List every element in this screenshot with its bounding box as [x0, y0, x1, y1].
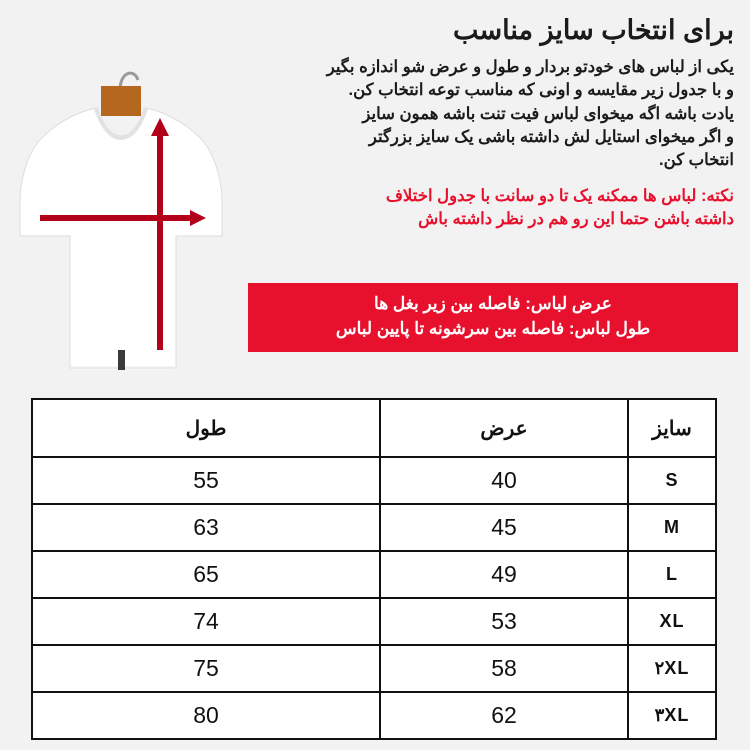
intro-line-2: و با جدول زیر مقایسه و اونی که مناسب توعه انتخاب کن. — [348, 81, 734, 100]
intro-paragraph — [233, 56, 734, 173]
page-title: برای انتخاب سایز مناسب — [452, 15, 734, 45]
table-row — [32, 598, 716, 645]
cell-width: 53 — [380, 598, 628, 645]
cell-length: 65 — [32, 551, 380, 598]
table-row — [32, 645, 716, 692]
cell-length: 74 — [32, 598, 380, 645]
cell-size: L — [628, 551, 716, 598]
cell-width: 40 — [380, 457, 628, 504]
table-row — [32, 692, 716, 739]
intro-line-1: یکی از لباس های خودتو بردار و طول و عرض شو اندازه بگیر — [326, 57, 734, 76]
column-header-size: سایز — [628, 399, 716, 457]
cell-size: ۲XL — [628, 645, 716, 692]
cell-length: 63 — [32, 504, 380, 551]
banner-line-width: عرض لباس: فاصله بین زیر بغل ها — [374, 294, 612, 313]
column-header-length: طول — [32, 399, 380, 457]
tshirt-illustration — [8, 50, 233, 370]
warning-note-line-1: نکته: لباس ها ممکنه یک تا دو سانت با جدول اختلاف — [385, 186, 734, 205]
warning-note — [233, 185, 734, 232]
table-row — [32, 504, 716, 551]
cell-size: ۳XL — [628, 692, 716, 739]
intro-line-4: و اگر میخوای استایل لش داشته باشی یک سایز بزرگتر — [368, 128, 734, 147]
cell-length: 75 — [32, 645, 380, 692]
intro-line-3: یادت باشه اگه میخوای لباس فیت تنت باشه همون سایز — [362, 104, 734, 123]
cell-size: S — [628, 457, 716, 504]
intro-line-5: انتخاب کن. — [659, 151, 734, 170]
cell-length: 80 — [32, 692, 380, 739]
cell-width: 58 — [380, 645, 628, 692]
size-table — [31, 398, 717, 740]
cell-length: 55 — [32, 457, 380, 504]
cell-width: 49 — [380, 551, 628, 598]
tshirt-icon — [8, 50, 233, 370]
cell-size: XL — [628, 598, 716, 645]
banner-line-length: طول لباس: فاصله بین سرشونه تا پایین لباس — [335, 318, 651, 338]
cell-width: 45 — [380, 504, 628, 551]
cell-size: M — [628, 504, 716, 551]
warning-note-line-2: داشته باشن حتما این رو هم در نظر داشته باش — [418, 210, 734, 229]
column-header-width: عرض — [380, 399, 628, 457]
intro-text-block — [233, 8, 738, 232]
table-row — [32, 551, 716, 598]
table-header-row — [32, 399, 716, 457]
size-table-wrapper — [33, 398, 717, 740]
table-row — [32, 457, 716, 504]
measurement-definition-banner — [248, 283, 738, 352]
cell-width: 62 — [380, 692, 628, 739]
